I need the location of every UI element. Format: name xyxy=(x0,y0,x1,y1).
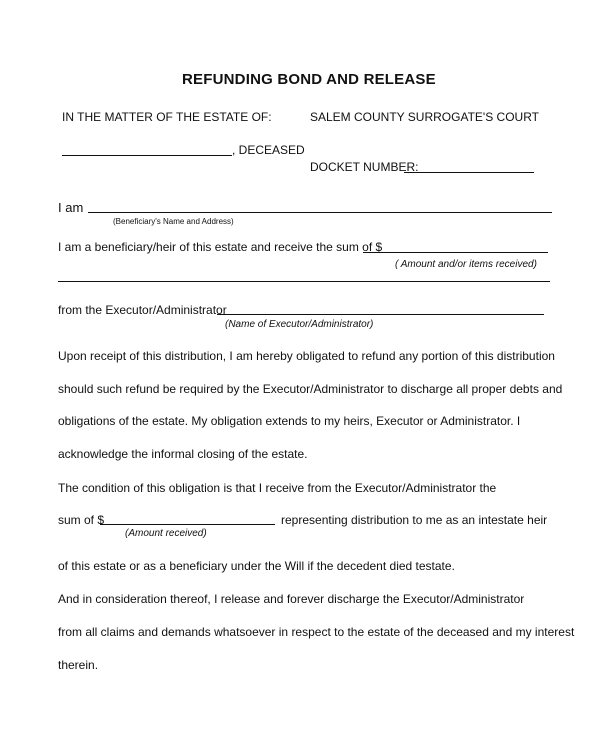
paragraph1-line4: acknowledge the informal closing of the estate. xyxy=(58,447,308,461)
paragraph2-line4: therein. xyxy=(58,658,99,672)
sum-of-label: sum of $ xyxy=(58,513,105,527)
paragraph2-line1: of this estate or as a beneficiary under the Will if the decedent died testate. xyxy=(58,559,455,573)
paragraph2-line2: And in consideration thereof, I release and forever discharge the Executor/Administrator xyxy=(58,592,525,606)
executor-caption: (Name of Executor/Administrator) xyxy=(225,319,374,330)
from-executor-label: from the Executor/Administrator xyxy=(58,303,227,317)
paragraph1-line1: Upon receipt of this distribution, I am hereby obligated to refund any portion of this distribution xyxy=(58,349,555,363)
receive-sum-text: I am a beneficiary/heir of this estate and receive the sum of $ xyxy=(58,240,383,254)
amount-received-caption: (Amount received) xyxy=(125,528,207,539)
amount-items-line[interactable] xyxy=(58,281,550,282)
court-name: SALEM COUNTY SURROGATE'S COURT xyxy=(310,110,539,124)
beneficiary-line[interactable] xyxy=(88,212,552,213)
paragraph1-line2: should such refund be required by the Executor/Administrator to discharge all proper debts and xyxy=(58,382,563,396)
condition-text: The condition of this obligation is that I receive from the Executor/Administrator the xyxy=(58,481,497,495)
i-am-label: I am xyxy=(58,200,84,215)
beneficiary-caption: (Beneficiary's Name and Address) xyxy=(113,217,234,226)
sum-received-line[interactable] xyxy=(363,252,548,253)
amount-received-line[interactable] xyxy=(100,524,275,525)
matter-label: IN THE MATTER OF THE ESTATE OF: xyxy=(62,110,272,124)
deceased-label: , DECEASED xyxy=(232,143,305,157)
executor-name-line[interactable] xyxy=(217,314,544,315)
representing-text: representing distribution to me as an intestate heir xyxy=(281,513,548,527)
amount-items-caption: ( Amount and/or items received) xyxy=(395,259,537,270)
docket-label: DOCKET NUMBER: xyxy=(310,160,419,174)
document-title: REFUNDING BOND AND RELEASE xyxy=(182,71,436,88)
docket-number-line[interactable] xyxy=(404,172,534,173)
paragraph2-line3: from all claims and demands whatsoever in respect to the estate of the deceased and my interest xyxy=(58,625,575,639)
paragraph1-line3: obligations of the estate. My obligation extends to my heirs, Executor or Administrator. I xyxy=(58,414,521,428)
deceased-name-line[interactable] xyxy=(62,155,232,156)
